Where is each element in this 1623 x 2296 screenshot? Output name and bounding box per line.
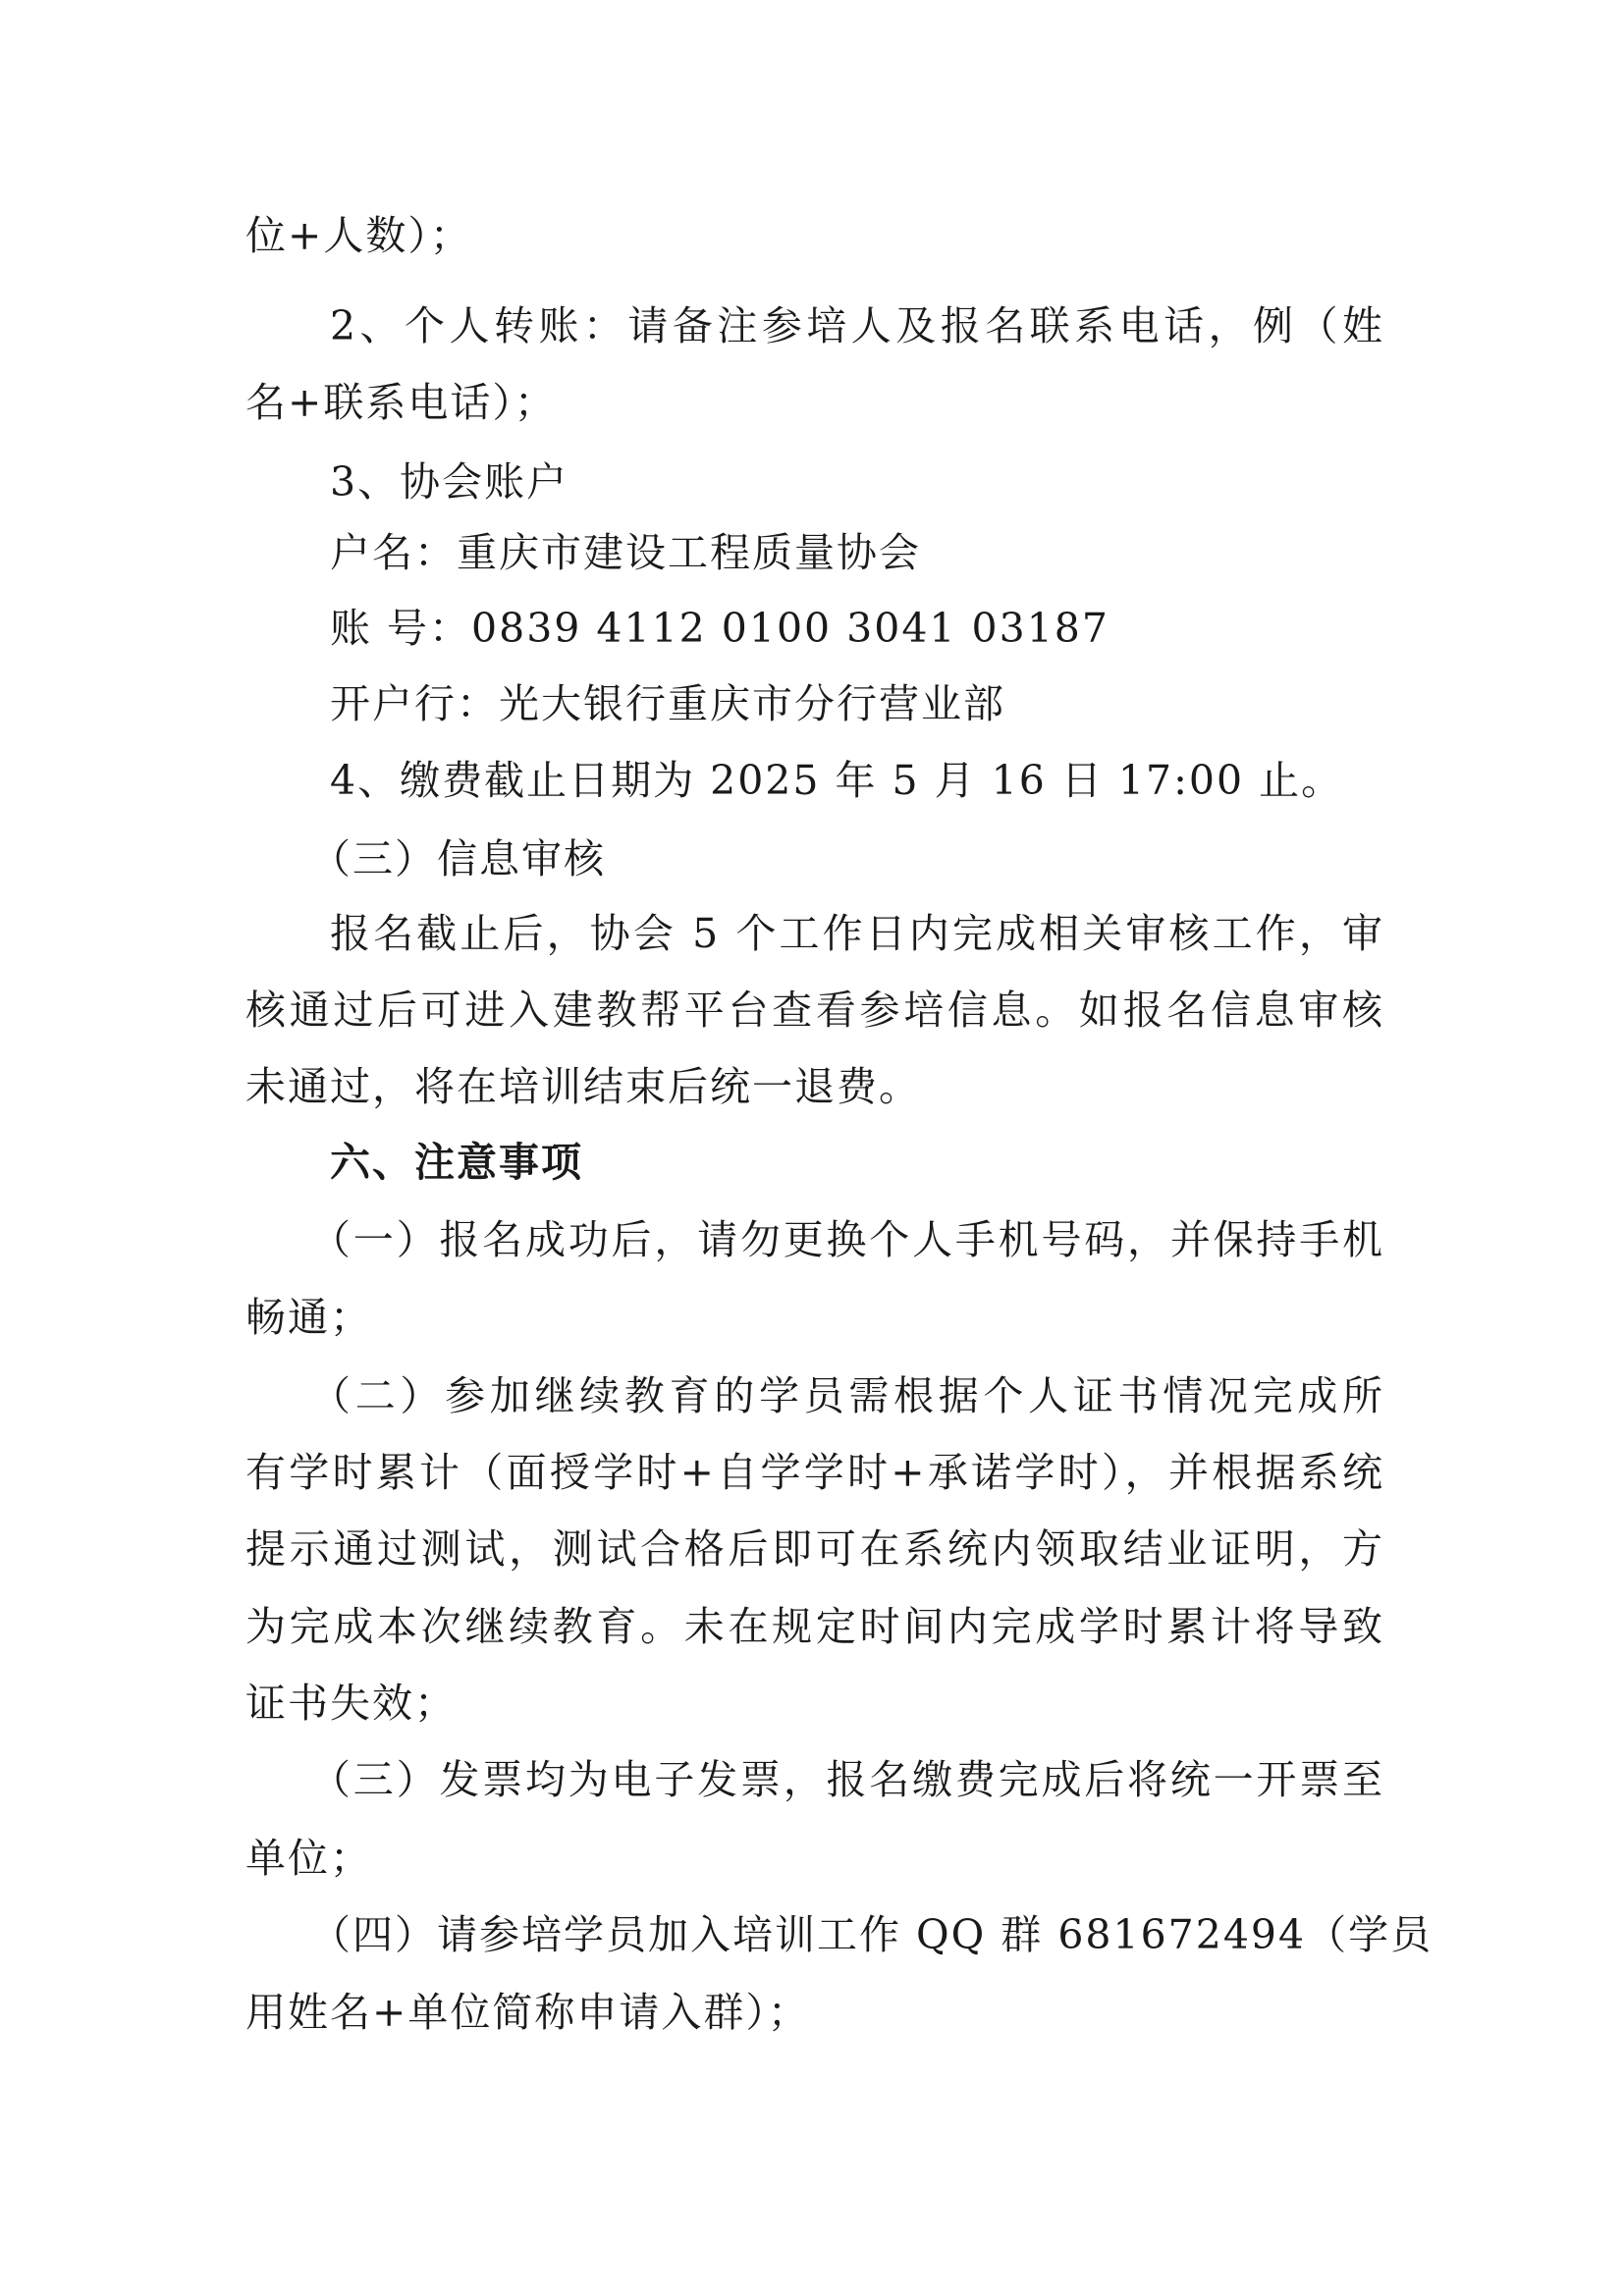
text-line: 位+人数）； <box>245 212 472 259</box>
text-line: 为完成本次继续教育。未在规定时间内完成学时累计将导致 <box>245 1603 1384 1650</box>
text-line: 2、个人转账：请备注参培人及报名联系电话，例（姓 <box>330 302 1384 349</box>
text-line: （三）发票均为电子发票，报名缴费完成后将统一开票至 <box>310 1756 1384 1803</box>
text-line: 畅通； <box>245 1294 372 1341</box>
text-line: 有学时累计（面授学时+自学学时+承诺学时），并根据系统 <box>245 1449 1384 1496</box>
text-line: 证书失效； <box>245 1680 457 1727</box>
text-line: 单位； <box>245 1835 372 1882</box>
text-line: 提示通过测试，测试合格后即可在系统内领取结业证明，方 <box>245 1525 1384 1573</box>
text-line: （二）参加继续教育的学员需根据个人证书情况完成所 <box>310 1372 1384 1419</box>
text-line: 开户行：光大银行重庆市分行营业部 <box>330 680 1005 727</box>
text-line: 3、协会账户 <box>330 458 569 506</box>
text-line: 用姓名+单位简称申请入群）； <box>245 1989 810 2036</box>
section-heading-bold: 六、注意事项 <box>330 1139 583 1186</box>
text-line: 报名截止后，协会 5 个工作日内完成相关审核工作，审 <box>330 910 1384 957</box>
text-line: 未通过，将在培训结束后统一退费。 <box>245 1063 921 1110</box>
text-line: 名+联系电话）； <box>245 379 557 426</box>
text-line: （一）报名成功后，请勿更换个人手机号码，并保持手机 <box>310 1216 1384 1263</box>
section-heading: （三）信息审核 <box>310 835 606 882</box>
text-line: 4、缴费截止日期为 2025 年 5 月 16 日 17:00 止。 <box>330 757 1344 804</box>
text-line: 账 号：0839 4112 0100 3041 03187 <box>330 605 1109 652</box>
text-line: 核通过后可进入建教帮平台查看参培信息。如报名信息审核 <box>245 987 1384 1034</box>
text-line: 户名：重庆市建设工程质量协会 <box>330 529 921 576</box>
text-line: （四）请参培学员加入培训工作 QQ 群 681672494（学员 <box>310 1911 1434 1958</box>
